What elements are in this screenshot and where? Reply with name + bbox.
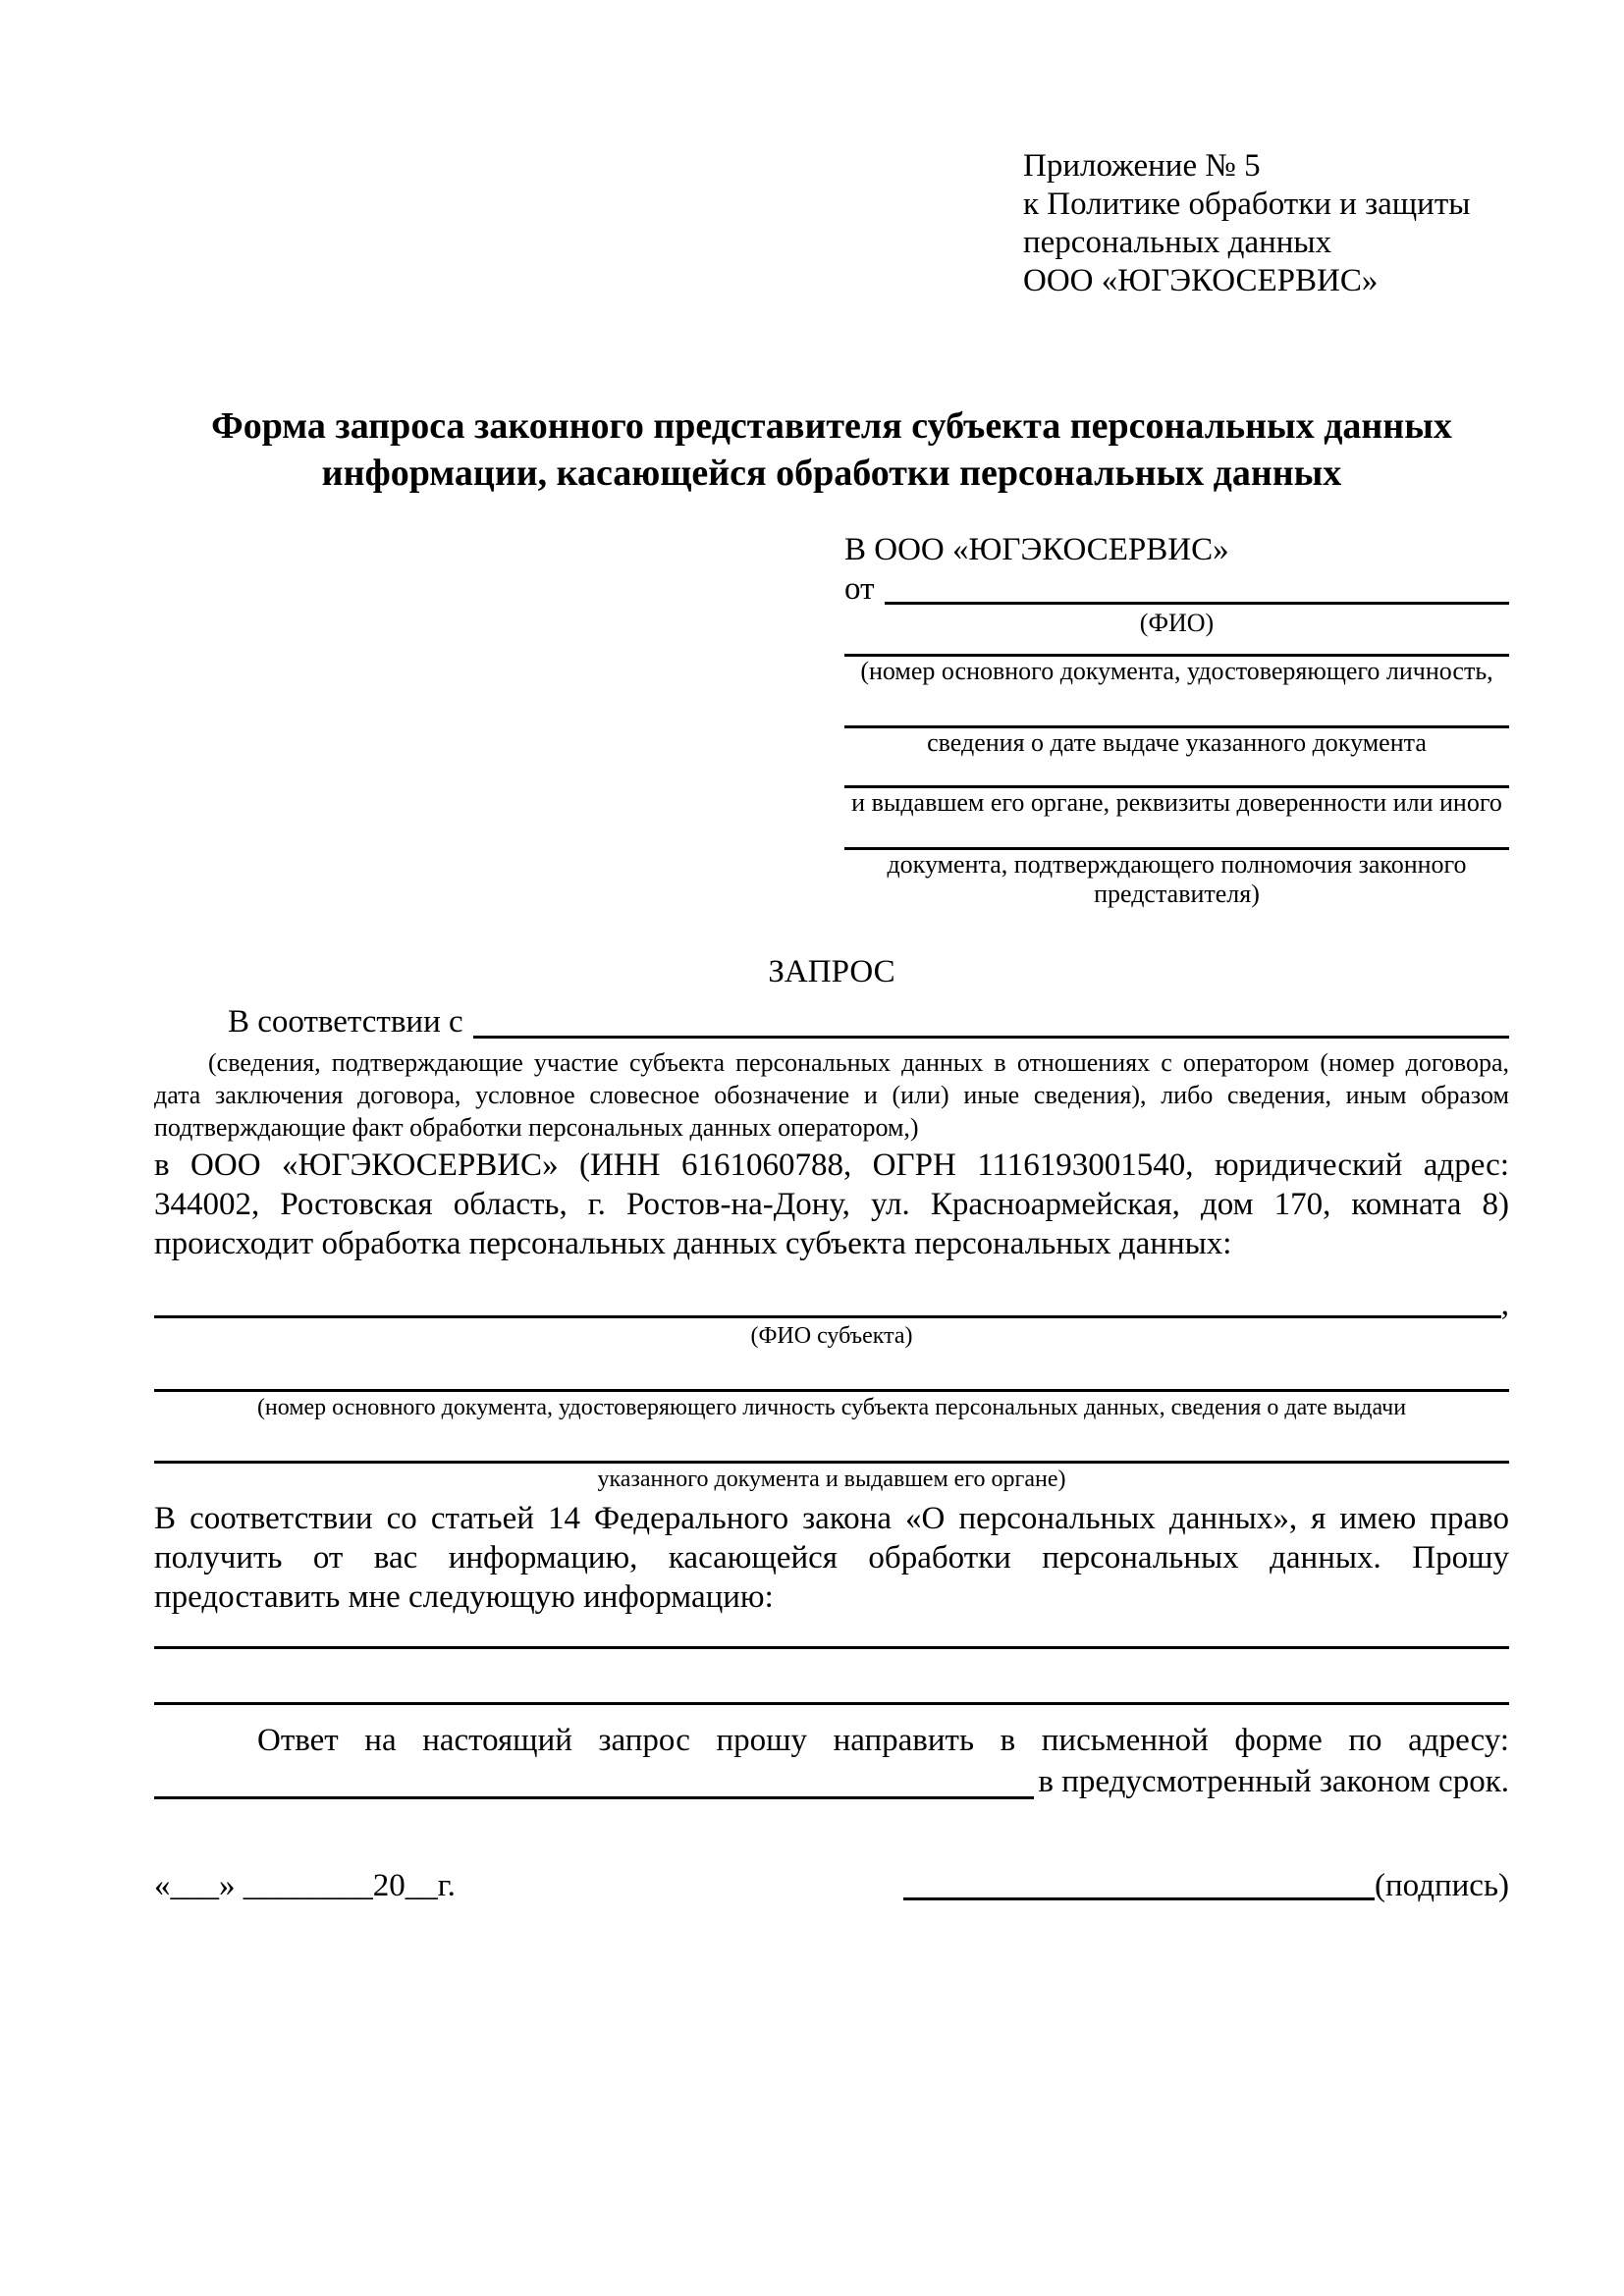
operator-paragraph: в ООО «ЮГЭКОСЕРВИС» (ИНН 6161060788, ОГРН 1116193001540, юридический адрес: 344002, Ростовская область, г. Ростов-на-Дону, ул. Красноармейская, дом 170, комната 8) происходит обработка персональных данных субъекта персональных данных: <box>154 1148 1509 1261</box>
reply-paragraph: Ответ на настоящий запрос прошу направить в письменной форме по адресу: <box>257 1723 1509 1758</box>
reply-address-row <box>154 1760 1509 1803</box>
fio-caption: (ФИО) <box>1139 609 1215 637</box>
from-label: от <box>844 571 875 607</box>
subject-doc-caption2: указанного документа и выдавшем его органе) <box>597 1467 1066 1492</box>
basis-blank-line <box>473 1036 1509 1039</box>
authority-doc-caption: документа, подтверждающего полномочия законного представителя) <box>887 850 1467 908</box>
signature-caption: (подпись) <box>1375 1868 1509 1903</box>
requested-info-blank-line-1 <box>154 1646 1509 1649</box>
appendix-header <box>1023 147 1509 300</box>
subject-fio-comma: , <box>1500 1287 1509 1322</box>
appendix-line: к Политике обработки и защиты <box>1023 187 1471 222</box>
requested-info-blank-line-2 <box>154 1702 1509 1705</box>
subject-fio-caption: (ФИО субъекта) <box>750 1323 913 1349</box>
subject-fio-blank-line <box>154 1315 1501 1318</box>
subject-doc-issuer-blank-line <box>154 1461 1509 1464</box>
subject-doc-caption1: (номер основного документа, удостоверяющего личность субъекта персональных данных, сведения о дате выдачи <box>256 1395 1407 1420</box>
document-title <box>154 402 1509 497</box>
representative-doc-caption: (номер основного документа, удостоверяющего личность, <box>860 657 1493 685</box>
doc-issue-date-caption: сведения о дате выдаче указанного документа <box>927 728 1427 757</box>
from-row <box>844 569 1509 609</box>
from-blank-line <box>885 602 1510 605</box>
appendix-line: ООО «ЮГЭКОСЕРВИС» <box>1023 263 1379 298</box>
issuing-authority-caption: и выдавшем его органе, реквизиты доверенности или иного <box>851 788 1502 817</box>
addressee-organization: В ООО «ЮГЭКОСЕРВИС» <box>844 532 1229 567</box>
basis-row <box>154 1001 1509 1042</box>
signature-row <box>154 1866 1509 1905</box>
date-line: «___» ________20__г. <box>154 1868 456 1903</box>
addressee-block <box>844 530 1509 909</box>
signature-group <box>903 1866 1509 1905</box>
law-paragraph: В соответствии со статьей 14 Федерального закона «О персональных данных», я имею право получить от вас информацию, касающейся обработки персональных данных. Прошу предоставить мне следующую информацию: <box>154 1501 1509 1615</box>
appendix-line: персональных данных <box>1023 225 1332 260</box>
reply-tail-text: в предусмотренный законом срок. <box>1038 1764 1509 1799</box>
signature-blank-line <box>903 1897 1375 1900</box>
basis-lead-text: В соответствии с <box>228 1004 463 1040</box>
appendix-line: Приложение № 5 <box>1023 148 1261 184</box>
subject-fio-row <box>154 1287 1509 1322</box>
document-title-line2: информации, касающейся обработки персональных данных <box>321 453 1342 494</box>
document-title-line1: Форма запроса законного представителя субъекта персональных данных <box>211 405 1452 447</box>
reply-address-blank-line <box>154 1796 1034 1799</box>
basis-caption: (сведения, подтверждающие участие субъекта персональных данных в отношениях с оператором (номер договора, дата заключения договора, условное словесное обозначение и (или) иные сведения), либо сведения, иным образом подтверждающие факт обработки персональных данных оператором,) <box>154 1048 1509 1142</box>
request-heading: ЗАПРОС <box>768 954 895 989</box>
subject-doc-blank-line <box>154 1389 1509 1392</box>
